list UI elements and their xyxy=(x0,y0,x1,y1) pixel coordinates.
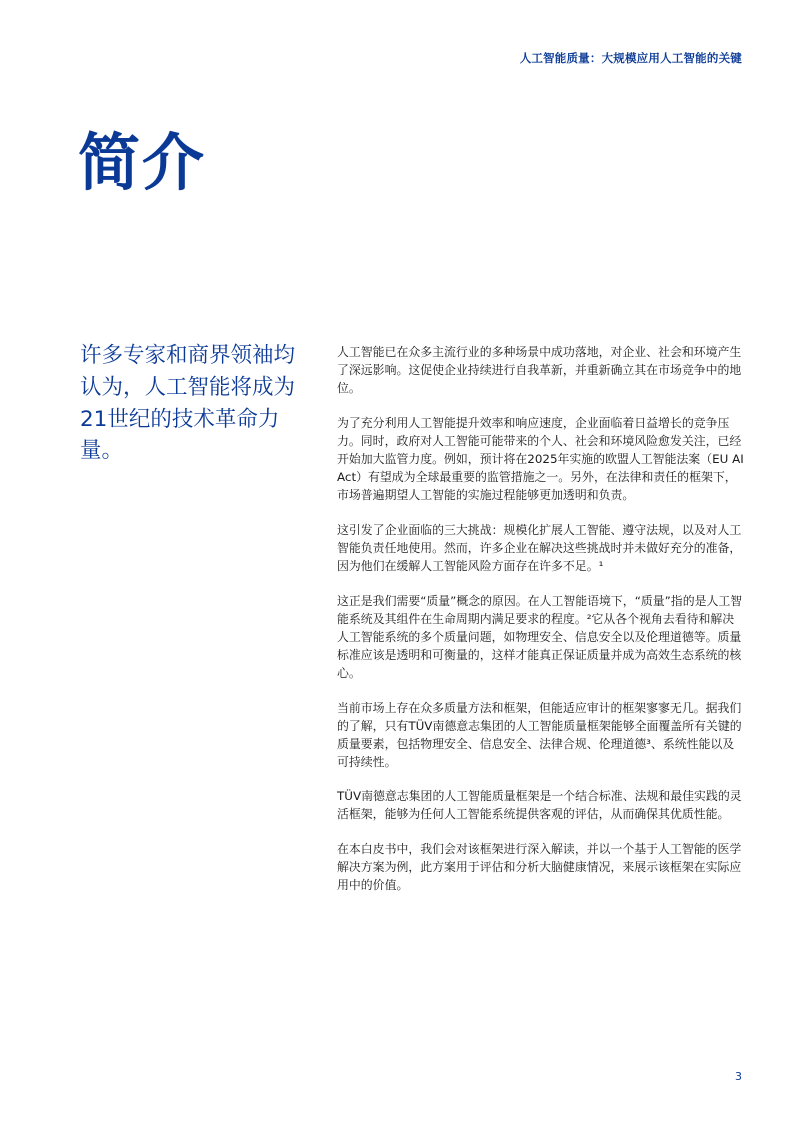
body-paragraph: 人工智能已在众多主流行业的多种场景中成功落地，对企业、社会和环境产生了深远影响。这促使企业持续进行自我革新，并重新确立其在市场竞争中的地位。 xyxy=(337,345,742,396)
body-paragraph: 这正是我们需要“质量”概念的原因。在人工智能语境下，“质量”指的是人工智能系统及其组件在生命周期内满足要求的程度。²它从各个视角去看待和解决人工智能系统的多个质量问题，如物理安全、信息安全以及伦理道德等。质量标准应该是透明和可衡量的，这样才能真正保证质量并成为高效生态系统的核心。 xyxy=(337,593,743,680)
body-paragraph: 这引发了企业面临的三大挑战：规模化扩展人工智能、遵守法规，以及对人工智能负责任地使用。然而，许多企业在解决这些挑战时并未做好充分的准备，因为他们在缓解人工智能风险方面存在许多不足。¹ xyxy=(337,522,742,573)
page-number: 3 xyxy=(735,1070,742,1083)
body-paragraph: 为了充分利用人工智能提升效率和响应速度，企业面临着日益增长的竞争压力。同时，政府对人工智能可能带来的个人、社会和环境风险愈发关注，已经开始加大监管力度。例如，预计将在2025年实施的欧盟人工智能法案（EU AI Act）有望成为全球最重要的监管措施之一。另外，在法律和责任的框架下，市场普遍期望人工智能的实施过程能够更加透明和负责。 xyxy=(337,415,744,503)
page-title: 简介 xyxy=(78,125,207,199)
running-header: 人工智能质量：大规模应用人工智能的关键 xyxy=(519,51,742,65)
pull-quote: 许多专家和商界领袖均认为，人工智能将成为21世纪的技术革命力量。 xyxy=(80,343,296,464)
body-paragraph: TÜV南德意志集团的人工智能质量框架是一个结合标准、法规和最佳实践的灵活框架，能够为任何人工智能系统提供客观的评估，从而确保其优质性能。 xyxy=(337,789,742,822)
body-paragraph: 当前市场上存在众多质量方法和框架，但能适应审计的框架寥寥无几。据我们的了解，只有TÜV南德意志集团的人工智能质量框架能够全面覆盖所有关键的质量要素，包括物理安全、信息安全、法律合规、伦理道德³、系统性能以及可持续性。 xyxy=(337,700,742,769)
body-text xyxy=(337,343,745,911)
body-paragraph: 在本白皮书中，我们会对该框架进行深入解读，并以一个基于人工智能的医学解决方案为例，此方案用于评估和分析大脑健康情况，来展示该框架在实际应用中的价值。 xyxy=(337,842,742,893)
